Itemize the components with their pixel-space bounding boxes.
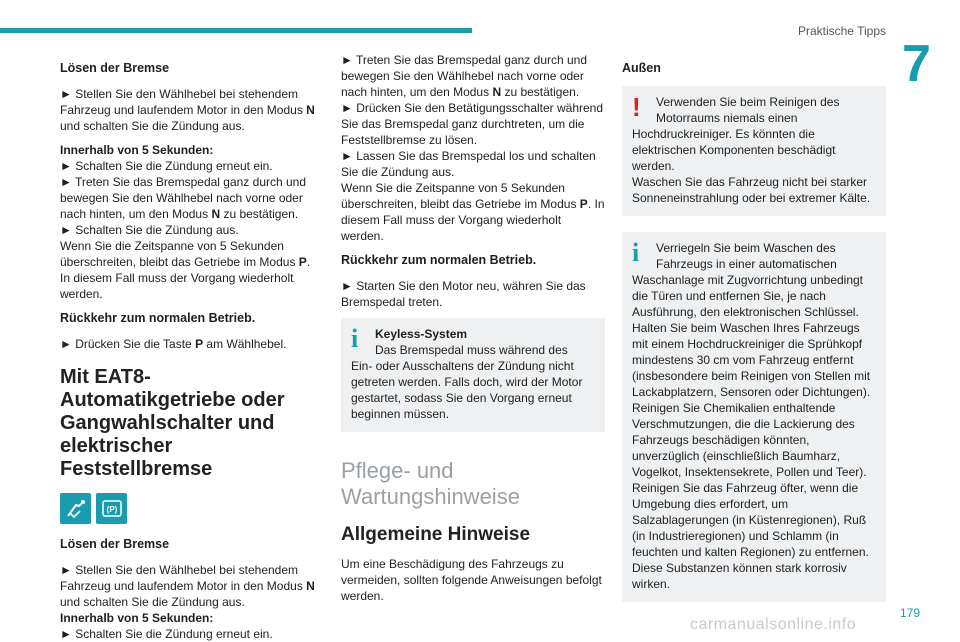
mode-label: P	[579, 197, 588, 211]
text: am Wählhebel.	[203, 337, 287, 351]
parking-brake-icon	[96, 493, 127, 524]
icon-row	[60, 493, 322, 524]
heading-return-normal: Rückkehr zum normalen Betrieb.	[60, 311, 256, 325]
within-5s-label: Innerhalb von 5 Sekunden:	[60, 143, 214, 157]
heading-general-notes: Allgemeine Hinweise	[341, 524, 531, 545]
text: zu bestätigen.	[220, 207, 299, 221]
warning-text-2: Waschen Sie das Fahrzeug nicht bei starker Sonneneinstrahlung oder bei extremer Kälte.	[632, 175, 871, 205]
step-release-pedal: ► Lassen Sie das Bremspedal los und schalten Sie die Zündung aus.	[341, 149, 596, 179]
step-press-p	[60, 336, 322, 352]
text: ► Treten Sie das Bremspedal ganz durch und bewegen Sie den Wählhebel nach vorne oder nach hinten, um den Modus	[60, 175, 307, 221]
step-select-n	[60, 86, 322, 134]
text: . In diesem Fall muss der Vorgang wiederholt werden.	[60, 255, 311, 301]
watermark: carmanualsonline.info	[690, 616, 857, 633]
heading-release-brake-2: Lösen der Bremse	[60, 537, 170, 551]
mode-label: P	[298, 255, 307, 269]
column-1	[60, 52, 322, 642]
step-select-n-2	[60, 562, 322, 610]
page-number: 179	[900, 606, 921, 620]
info-text-3: Reinigen Sie Chemikalien enthaltende Verschmutzungen, die die Lackierung des Fahrzeugs beschädigen könnten, unverzüglich (einschließlich Baumharz, Vogelkot, Insektensekrete, Pollen und Teer).	[632, 401, 867, 479]
text: zu bestätigen.	[501, 85, 580, 99]
step-ignition-on: ► Schalten Sie die Zündung erneut ein.	[60, 159, 273, 173]
text: ► Treten Sie das Bremspedal ganz durch und bewegen Sie den Wählhebel nach vorne oder nach hinten, um den Modus	[341, 53, 588, 99]
heading-outside: Außen	[622, 61, 661, 75]
info-icon: i	[632, 238, 640, 267]
info-text-4: Reinigen Sie das Fahrzeug öfter, wenn die Umgebung dies erfordert, um Salzablagerungen (in Küstenregionen), Ruß (in Industrieregionen) und Schlamm (in feuchten und kalten Regionen) zu entfernen. Diese Substanzen können stark korrosiv wirken.	[632, 481, 869, 591]
warning-first-line: Verwenden Sie beim Reinigen des Motorraums niemals einen	[656, 95, 840, 125]
step-brake-pedal	[60, 174, 322, 222]
info-first-line: Verriegeln Sie beim Waschen des Fahrzeugs in einer automatischen	[656, 241, 837, 271]
text: . In diesem Fall muss der Vorgang wiederholt werden.	[341, 197, 605, 243]
warning-box	[622, 86, 886, 216]
text: Wenn Sie die Zeitspanne von 5 Sekunden überschreiten, bleibt das Getriebe im Modus	[341, 181, 580, 211]
step-ignition-on-2: ► Schalten Sie die Zündung erneut ein.	[60, 627, 273, 641]
info-text: Waschanlage mit Zugvorrichtung unbedingt die Türen und entfernen Sie, je nach Ausführung, den elektronischen Schlüssel.	[632, 273, 864, 319]
column-2	[341, 52, 605, 612]
timeout-note-2	[341, 180, 605, 244]
header-accent-bar	[0, 28, 472, 33]
step-ignition-off: ► Schalten Sie die Zündung aus.	[60, 223, 239, 237]
info-box-title: Keyless-System	[375, 327, 468, 341]
info-box-washing	[622, 232, 886, 602]
section-heading-eat8: Mit EAT8-Automatikgetriebe oder Gangwahlschalter und elektrischer Feststellbremse	[60, 366, 285, 480]
timeout-note	[60, 238, 322, 302]
warning-icon: !	[632, 92, 641, 122]
chapter-number: 7	[902, 35, 931, 93]
info-text-2: Halten Sie beim Waschen Ihres Fahrzeugs mit einem Hochdruckreiniger die Sprühkopf mindestens 30 cm vom Fahrzeug entfernt (insbesondere beim Reinigen von Stellen mit Lackabplatzern, Sensoren oder Dichtungen).	[632, 321, 871, 399]
mode-label: N	[306, 579, 315, 593]
info-box-line: Das Bremspedal muss während des	[375, 343, 568, 357]
step-restart-engine: ► Starten Sie den Motor neu, währen Sie das Bremspedal treten.	[341, 279, 586, 309]
mode-label: N	[306, 103, 315, 117]
step-press-switch: ► Drücken Sie den Betätigungsschalter während Sie das Bremspedal ganz durchtreten, um die Feststellbremse zu lösen.	[341, 101, 604, 147]
info-box-body: Ein- oder Ausschaltens der Zündung nicht getreten werden. Falls doch, wird der Motor gestartet, sodass Sie den Vorgang erneut beginnen müssen.	[351, 359, 583, 421]
mode-label: P	[195, 337, 204, 351]
intro-paragraph: Um eine Beschädigung des Fahrzeugs zu vermeiden, sollten folgende Anweisungen befolgt werden.	[341, 557, 602, 603]
within-5s-label-2: Innerhalb von 5 Sekunden:	[60, 611, 214, 625]
text: und schalten Sie die Zündung aus.	[60, 119, 245, 133]
running-title: Praktische Tipps	[797, 24, 886, 38]
heading-return-normal-2: Rückkehr zum normalen Betrieb.	[341, 253, 537, 267]
info-icon: i	[351, 324, 359, 353]
mode-label: N	[492, 85, 502, 99]
section-title-care: Pflege- und Wartungshinweise	[341, 458, 520, 509]
text: Wenn Sie die Zeitspanne von 5 Sekunden überschreiten, bleibt das Getriebe im Modus	[60, 239, 299, 269]
gear-selector-icon	[60, 493, 91, 524]
info-box-keyless	[341, 318, 605, 432]
text: ► Drücken Sie die Taste	[60, 337, 196, 351]
heading-release-brake: Lösen der Bremse	[60, 61, 170, 75]
text: ► Stellen Sie den Wählhebel bei stehendem Fahrzeug und laufendem Motor in den Modus	[60, 563, 307, 593]
text: und schalten Sie die Zündung aus.	[60, 595, 245, 609]
step-brake-pedal-2	[341, 52, 605, 100]
warning-text: Hochdruckreiniger. Es könnten die elektrischen Komponenten beschädigt werden.	[632, 127, 836, 173]
mode-label: N	[211, 207, 221, 221]
parking-brake-icon-label: (P)	[106, 504, 117, 514]
column-3	[622, 52, 886, 618]
text: ► Stellen Sie den Wählhebel bei stehendem Fahrzeug und laufendem Motor in den Modus	[60, 87, 307, 117]
